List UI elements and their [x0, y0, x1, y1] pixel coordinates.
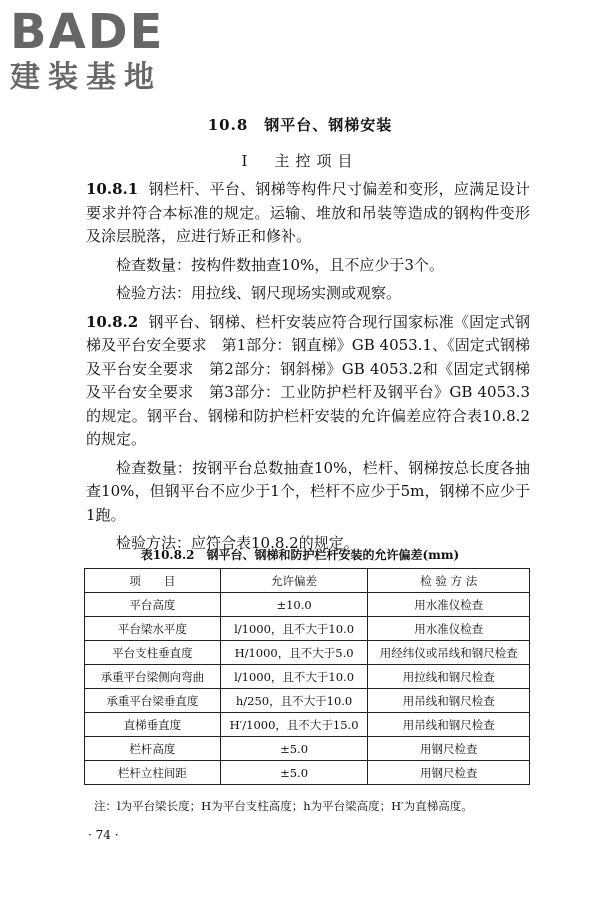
cell-method: 用拉线和钢尺检查 [368, 665, 530, 689]
logo-subtitle: 建装基地 [10, 60, 162, 95]
cell-tolerance: l/1000，且不大于10.0 [220, 617, 368, 641]
cell-method: 用水准仪检查 [368, 617, 530, 641]
check-method: 检验方法：应符合表10.8.2的规定。 [116, 534, 359, 552]
clause-body [86, 178, 530, 561]
header-method: 检 验 方 法 [368, 569, 530, 593]
cell-tolerance: h/250，且不大于10.0 [220, 689, 368, 713]
cell-method: 用吊线和钢尺检查 [368, 689, 530, 713]
clause-10-8-1 [86, 178, 530, 249]
cell-tolerance: ±5.0 [220, 737, 368, 761]
check-quantity: 检查数量：按构件数抽查10%，且不应少于3个。 [116, 255, 444, 274]
cell-method: 用钢尺检查 [368, 761, 530, 785]
logo-brand-text: BADE [10, 4, 165, 60]
cell-item: 平台支柱垂直度 [85, 641, 221, 665]
cell-method: 用钢尺检查 [368, 737, 530, 761]
cell-item: 栏杆立柱间距 [85, 761, 221, 785]
cell-item: 栏杆高度 [85, 737, 221, 761]
cell-item: 平台高度 [85, 593, 221, 617]
cell-method: 用水准仪检查 [368, 593, 530, 617]
clause-number: 10.8.1 [86, 180, 139, 198]
table-caption: 表10.8.2 钢平台、钢梯和防护栏杆安装的允许偏差(mm) [140, 548, 460, 562]
section-title: 10.8 钢平台、钢梯安装 [207, 116, 393, 134]
cell-method: 用经纬仪或吊线和钢尺检查 [368, 641, 530, 665]
cell-tolerance: l/1000，且不大于10.0 [220, 665, 368, 689]
table-row [85, 641, 530, 665]
clause-number: 10.8.2 [86, 312, 139, 331]
check-quantity: 检查数量：按钢平台总数抽查10%，栏杆、钢梯按总长度各抽查10%，但钢平台不应少于1个，栏杆不应少于5m，钢梯不应少于1跑。 [86, 458, 530, 524]
cell-item: 承重平台梁侧向弯曲 [85, 665, 221, 689]
check-method: 检验方法：用拉线、钢尺现场实测或观察。 [116, 284, 402, 302]
cell-tolerance: H/1000，且不大于5.0 [220, 641, 368, 665]
clause-10-8-2 [86, 311, 530, 452]
cell-item: 承重平台梁垂直度 [85, 689, 221, 713]
header-tolerance: 允许偏差 [220, 569, 368, 593]
page-number: · 74 · [88, 828, 119, 842]
deviation-table [84, 568, 530, 785]
table-note: 注：l为平台梁长度；H为平台支柱高度；h为平台梁高度；H′为直梯高度。 [94, 799, 473, 813]
table-row [85, 593, 530, 617]
cell-tolerance: H′/1000，且不大于15.0 [220, 713, 368, 737]
header-item: 项 目 [85, 569, 221, 593]
table-row [85, 689, 530, 713]
cell-item: 平台梁水平度 [85, 617, 221, 641]
cell-item: 直梯垂直度 [85, 713, 221, 737]
table-row [85, 713, 530, 737]
cell-method: 用吊线和钢尺检查 [368, 713, 530, 737]
table-row [85, 761, 530, 785]
table-header-row [85, 569, 530, 593]
table-row [85, 665, 530, 689]
clause-text: 钢栏杆、平台、钢梯等构件尺寸偏差和变形，应满足设计要求并符合本标准的规定。运输、堆放和吊装等造成的钢构件变形及涂层脱落，应进行矫正和修补。 [86, 180, 530, 245]
table-row [85, 617, 530, 641]
cell-tolerance: ±5.0 [220, 761, 368, 785]
brand-logo [10, 6, 200, 96]
table-row [85, 737, 530, 761]
subsection-heading: Ⅰ 主控项目 [241, 152, 359, 170]
cell-tolerance: ±10.0 [220, 593, 368, 617]
clause-text: 钢平台、钢梯、栏杆安装应符合现行国家标准《固定式钢梯及平台安全要求 第1部分：钢直梯》GB 4053.1、《固定式钢梯及平台安全要求 第2部分：钢斜梯》GB 4053.2和《固定式钢梯及平台安全要求 第3部分：工业防护栏杆及钢平台》GB 4053.3的规定。钢平台、钢梯和防护栏杆安装的允许偏差应符合表10.8.2的规定。 [86, 312, 530, 448]
